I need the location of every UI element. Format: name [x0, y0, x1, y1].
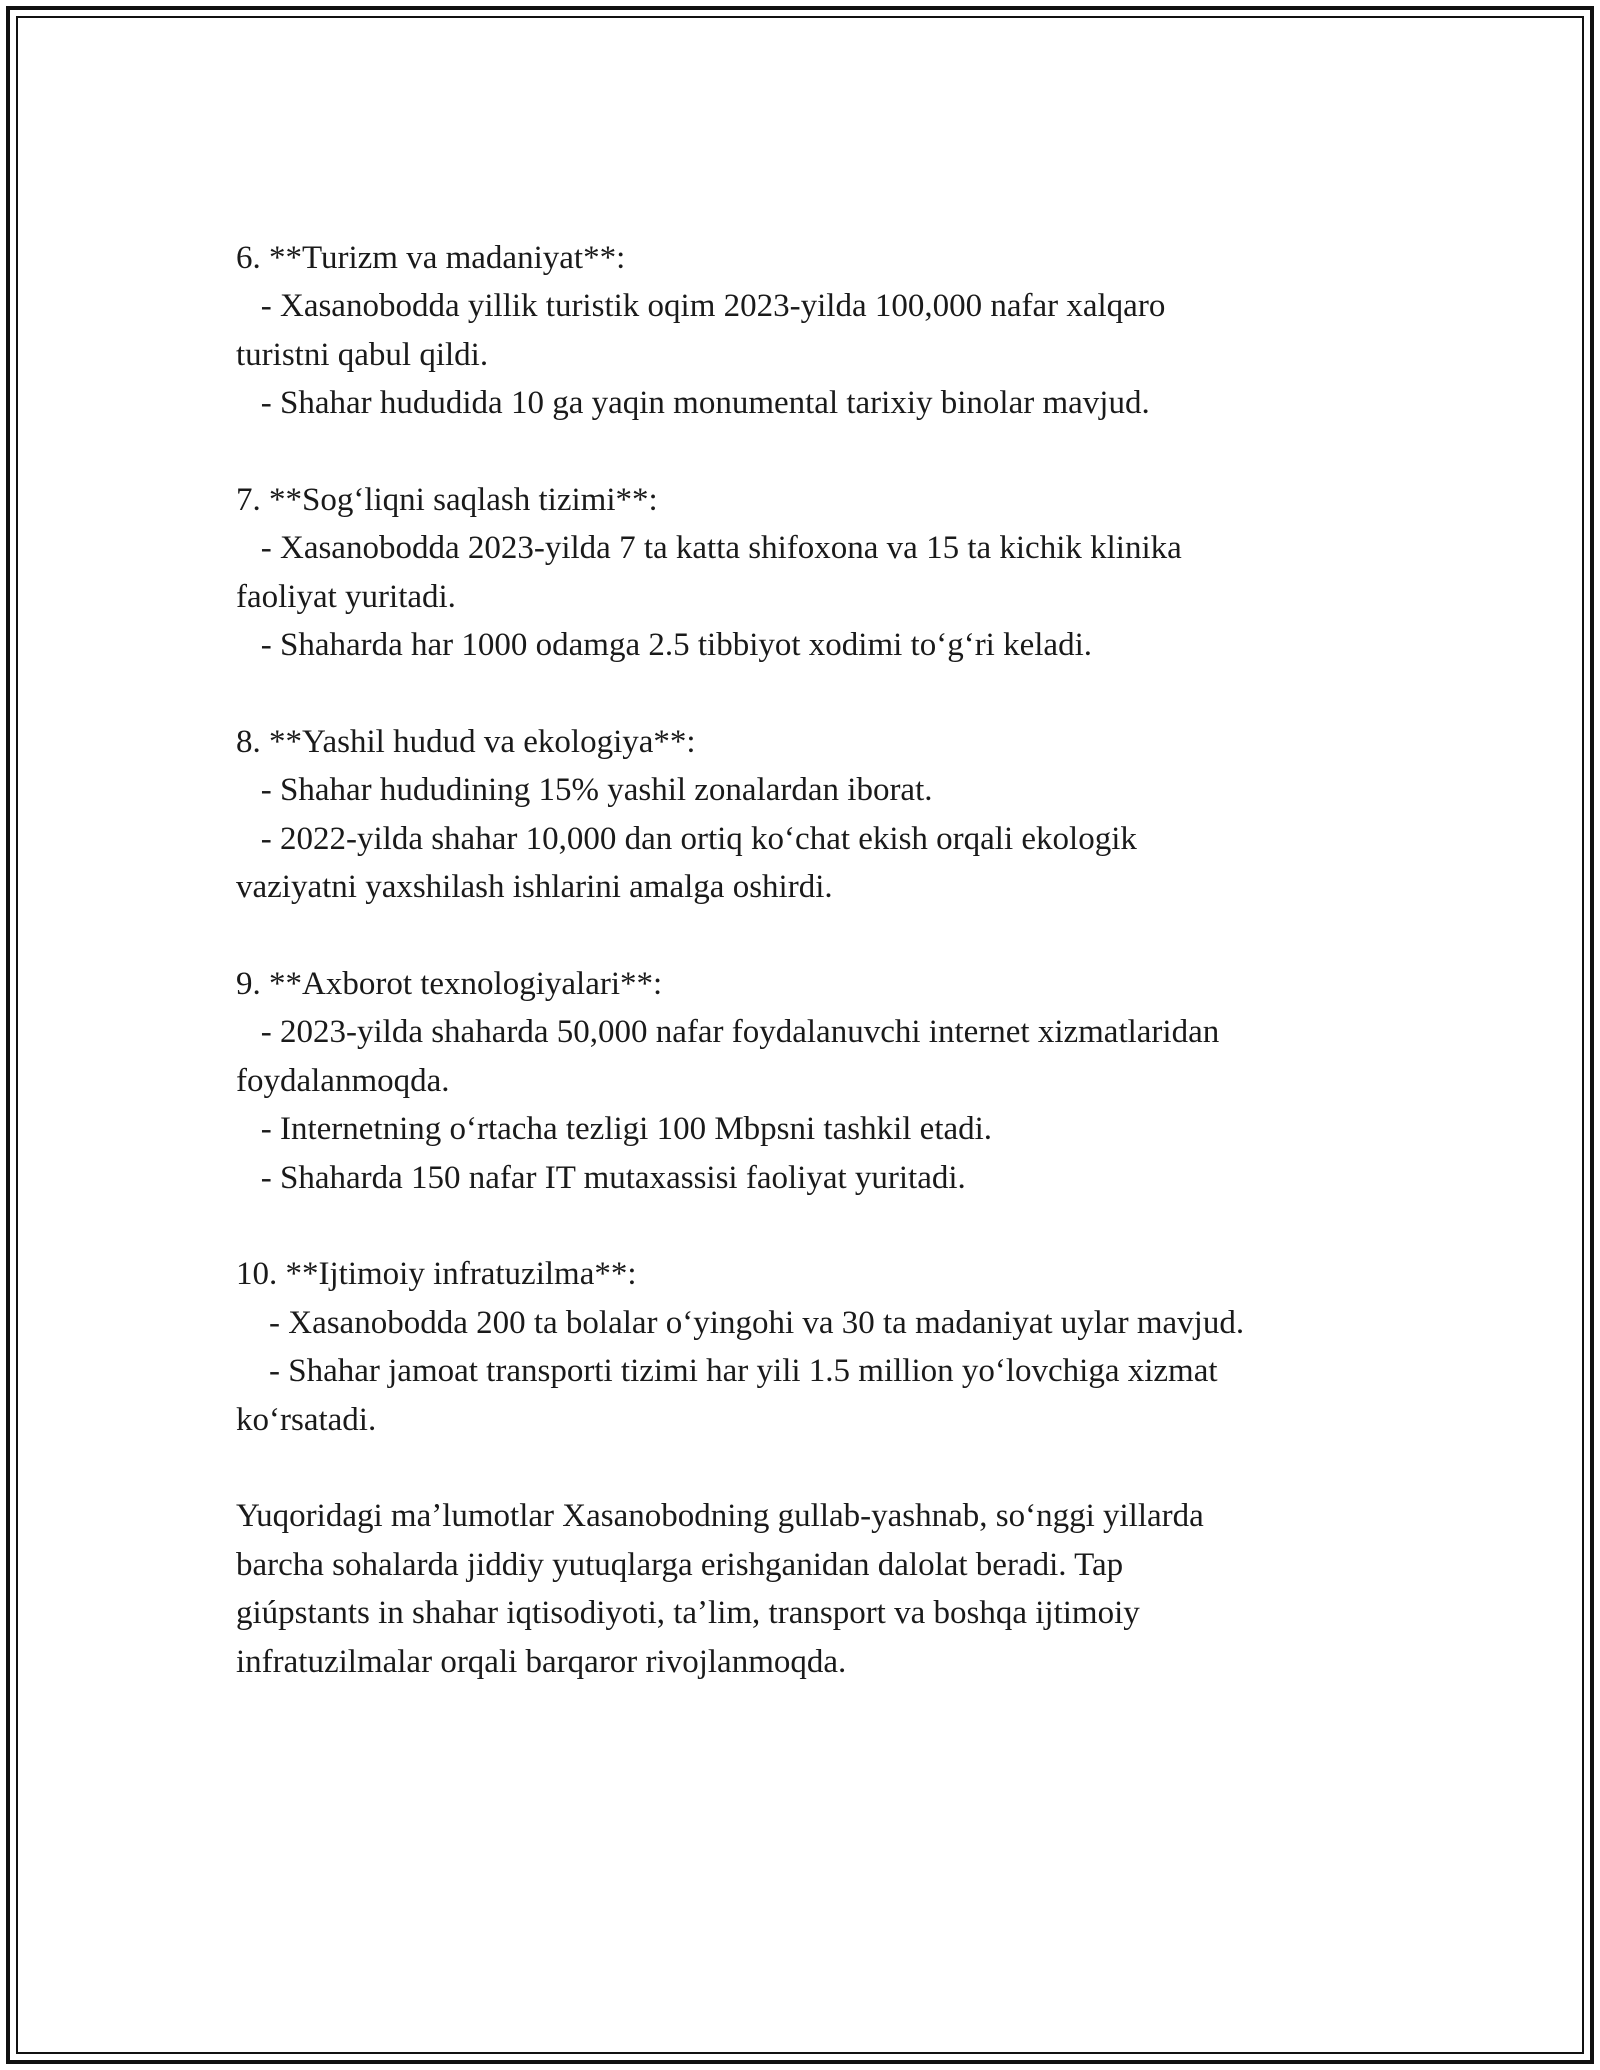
bullet-line: - 2023-yilda shaharda 50,000 nafar foydalanuvchi internet xizmatlaridan: [236, 1014, 1220, 1051]
paragraph-line: giúpstants in shahar iqtisodiyoti, taʼlim, transport va boshqa ijtimoiy: [236, 1595, 1140, 1632]
bullet-line: - Shahar hududida 10 ga yaqin monumental tarixiy binolar mavjud.: [236, 385, 1150, 422]
paragraph-line: infratuzilmalar orqali barqaror rivojlanmoqda.: [236, 1643, 847, 1680]
bullet-continuation: turistni qabul qildi.: [236, 336, 489, 373]
bullet-continuation: vaziyatni yaxshilash ishlarini amalga oshirdi.: [236, 869, 833, 906]
section-heading: 9. **Axborot texnologiyalari**:: [236, 966, 663, 1003]
conclusion-paragraph: [236, 1492, 1376, 1686]
section-it: [236, 960, 1376, 1202]
section-ecology: [236, 718, 1376, 912]
bullet-line: - Xasanobodda 2023-yilda 7 ta katta shifoxona va 15 ta kichik klinika: [236, 530, 1182, 567]
document-body: [236, 234, 1376, 1686]
paragraph-line: Yuqoridagi maʼlumotlar Xasanobodning gullab-yashnab, soʻnggi yillarda: [236, 1498, 1204, 1535]
paragraph-gap: [236, 428, 1376, 476]
bullet-line: - Shaharda har 1000 odamga 2.5 tibbiyot xodimi toʻgʻri keladi.: [236, 627, 1092, 664]
paragraph-gap: [236, 912, 1376, 960]
bullet-line: - Xasanobodda 200 ta bolalar oʻyingohi va 30 ta madaniyat uylar mavjud.: [236, 1304, 1245, 1341]
section-heading: 10. **Ijtimoiy infratuzilma**:: [236, 1256, 637, 1293]
bullet-continuation: faoliyat yuritadi.: [236, 578, 456, 615]
paragraph-gap: [236, 1202, 1376, 1250]
section-tourism: [236, 234, 1376, 428]
section-heading: 8. **Yashil hudud va ekologiya**:: [236, 724, 696, 761]
section-social-infrastructure: [236, 1250, 1376, 1444]
bullet-line: - Shahar hududining 15% yashil zonalardan iborat.: [236, 772, 933, 809]
bullet-line: - Internetning oʻrtacha tezligi 100 Mbpsni tashkil etadi.: [236, 1111, 993, 1148]
section-heading: 6. **Turizm va madaniyat**:: [236, 240, 626, 276]
bullet-line: - Xasanobodda yillik turistik oqim 2023-yilda 100,000 nafar xalqaro: [236, 288, 1166, 325]
bullet-continuation: koʻrsatadi.: [236, 1401, 377, 1438]
bullet-line: - 2022-yilda shahar 10,000 dan ortiq koʻchat ekish orqali ekologik: [236, 820, 1137, 857]
bullet-line: - Shahar jamoat transporti tizimi har yili 1.5 million yoʻlovchiga xizmat: [236, 1353, 1218, 1390]
section-healthcare: [236, 476, 1376, 670]
paragraph-gap: [236, 1444, 1376, 1492]
section-heading: 7. **Sogʻliqni saqlash tizimi**:: [236, 482, 658, 519]
bullet-continuation: foydalanmoqda.: [236, 1062, 450, 1099]
bullet-line: - Shaharda 150 nafar IT mutaxassisi faoliyat yuritadi.: [236, 1159, 966, 1196]
paragraph-line: barcha sohalarda jiddiy yutuqlarga erishganidan dalolat beradi. Tap: [236, 1546, 1124, 1583]
paragraph-gap: [236, 670, 1376, 718]
